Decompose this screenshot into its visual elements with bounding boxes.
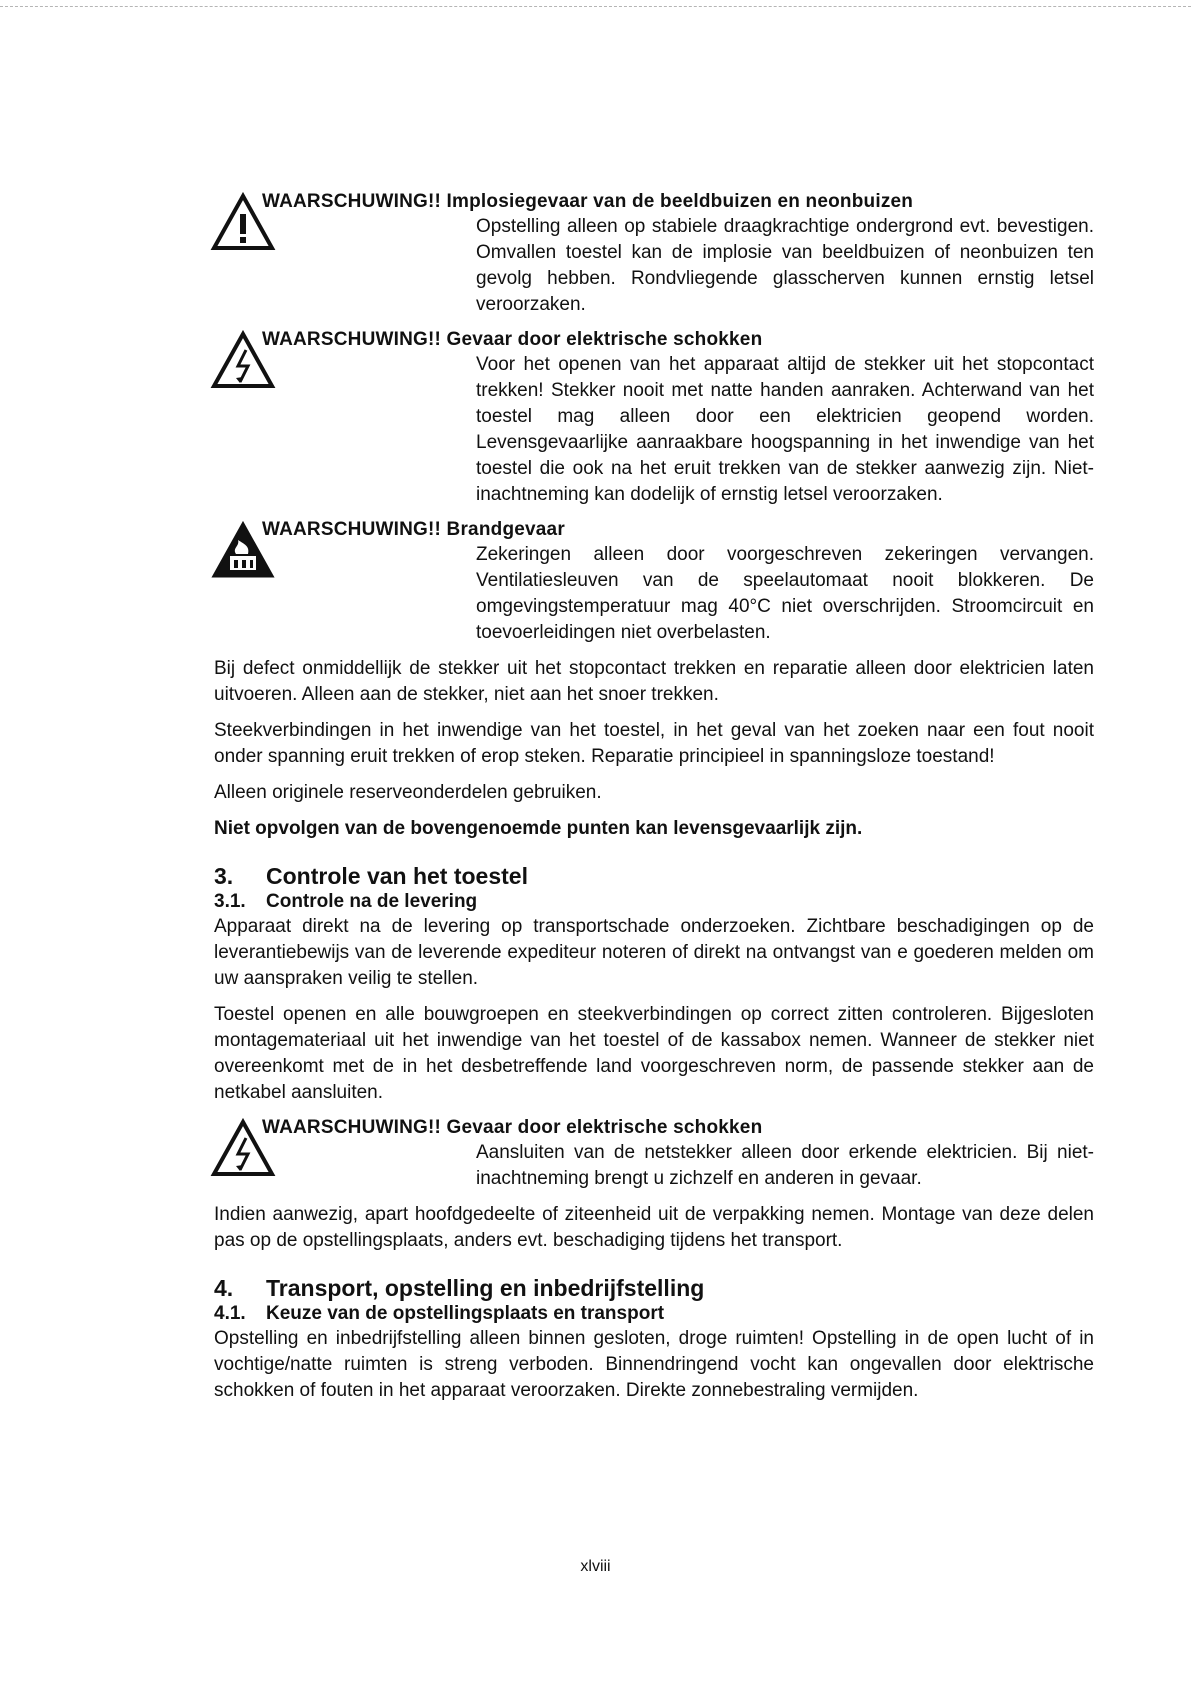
exclamation-triangle-icon — [210, 192, 276, 252]
warning-electric-shock-2 — [214, 1116, 1094, 1192]
paragraph: Indien aanwezig, apart hoofdgedeelte of ziteenheid uit de verpakking nemen. Montage van deze delen pas op de opstellingsplaats, anders evt. beschadiging tijdens het transport. — [214, 1204, 1094, 1251]
warning-label: WAARSCHUWING!! — [262, 329, 442, 350]
section-heading — [214, 1274, 1094, 1302]
warning-text: Voor het openen van het apparaat altijd de stekker uit het stopcontact trekken! Stekker nooit met natte handen aanraken. Achterwand van het toestel mag alleen door een elektricien geopend worden. Levensgevaarlijke aanraakbare hoogspanning in het inwendige van het toestel die ook na het eruit trekken van de stekker aanwezig zijn. Niet-inachtneming kan dodelijk of ernstig letsel veroorzaken. — [476, 354, 1094, 505]
warning-title: Gevaar door elektrische schokken — [446, 1117, 763, 1138]
paragraph: Bij defect onmiddellijk de stekker uit het stopcontact trekken en reparatie alleen door elektricien laten uitvoeren. Alleen aan de stekker, niet aan het snoer trekken. — [214, 658, 1094, 705]
section-title: Transport, opstelling en inbedrijfstelling — [266, 1275, 705, 1301]
section-heading — [214, 862, 1094, 890]
section-number: 3. — [214, 863, 234, 889]
warning-heading — [262, 1116, 1094, 1140]
subsection-number: 3.1. — [214, 891, 246, 912]
paragraph: Toestel openen en alle bouwgroepen en steekverbindingen op correct zitten controleren. Bijgesloten montagemateriaal uit het inwendige van het toestel of de kassabox nemen. Wanneer de stekker niet overeenkomt met de in het desbetreffende land voorgeschreven norm, de passende stekker aan de netkabel aansluiten. — [214, 1004, 1094, 1103]
warning-electric-shock — [214, 328, 1094, 508]
paragraph: Opstelling en inbedrijfstelling alleen binnen gesloten, droge ruimten! Opstelling in de open lucht of in vochtige/natte ruimten is streng verboden. Binnendringend vocht kan ongevallen door elektrische schokken of fouten in het apparaat veroorzaken. Direkte zonnebestraling vermijden. — [214, 1328, 1094, 1401]
warning-label: WAARSCHUWING!! — [262, 191, 442, 212]
warning-heading — [262, 328, 1094, 352]
warning-label: WAARSCHUWING!! — [262, 519, 442, 540]
warning-title: Gevaar door elektrische schokken — [446, 329, 763, 350]
subsection-heading — [214, 1302, 1094, 1326]
warning-label: WAARSCHUWING!! — [262, 1117, 442, 1138]
page-number: xlviii — [580, 1558, 611, 1575]
electric-shock-icon — [210, 330, 276, 390]
electric-shock-icon — [210, 1118, 276, 1178]
paragraph: Alleen originele reserveonderdelen gebruiken. — [214, 782, 602, 803]
warning-text: Zekeringen alleen door voorgeschreven zekeringen vervangen. Ventilatiesleuven van de speelautomaat nooit blokkeren. De omgevingstemperatuur mag 40°C niet overschrijden. Stroomcircuit en toevoerleidingen niet overbelasten. — [476, 544, 1094, 643]
warning-text: Opstelling alleen op stabiele draagkrachtige ondergrond evt. bevestigen. Omvallen toestel kan de implosie van beeldbuizen of neonbuizen ten gevolg hebben. Rondvliegende glasscherven kunnen ernstig letsel veroorzaken. — [476, 216, 1094, 315]
subsection-number: 4.1. — [214, 1303, 246, 1324]
warning-implosion — [214, 190, 1094, 318]
section-number: 4. — [214, 1275, 234, 1301]
document-page — [214, 190, 1094, 1414]
warning-heading — [262, 518, 1094, 542]
subsection-title: Controle na de levering — [266, 891, 478, 912]
warning-title: Brandgevaar — [446, 519, 565, 540]
section-title: Controle van het toestel — [266, 863, 528, 889]
top-border-line — [0, 6, 1191, 7]
warning-text: Aansluiten van de netstekker alleen door erkende elektricien. Bij niet-inachtneming brengt u zichzelf en anderen in gevaar. — [476, 1142, 1094, 1189]
paragraph: Steekverbindingen in het inwendige van het toestel, in het geval van het zoeken naar een fout nooit onder spanning eruit trekken of erop steken. Reparatie principieel in spanningsloze toestand! — [214, 720, 1094, 767]
warning-fire — [214, 518, 1094, 646]
bold-warning-paragraph: Niet opvolgen van de bovengenoemde punten kan levensgevaarlijk zijn. — [214, 818, 863, 839]
subsection-heading — [214, 890, 1094, 914]
warning-heading — [262, 190, 1094, 214]
warning-title: Implosiegevaar van de beeldbuizen en neonbuizen — [446, 191, 914, 212]
subsection-title: Keuze van de opstellingsplaats en transport — [266, 1303, 665, 1324]
paragraph: Apparaat direkt na de levering op transportschade onderzoeken. Zichtbare beschadigingen op de leverantiebewijs van de leverende expediteur noteren of direkt na ontvangst van e goederen melden om uw aanspraken veilig te stellen. — [214, 916, 1094, 989]
fire-hazard-icon — [210, 520, 276, 580]
